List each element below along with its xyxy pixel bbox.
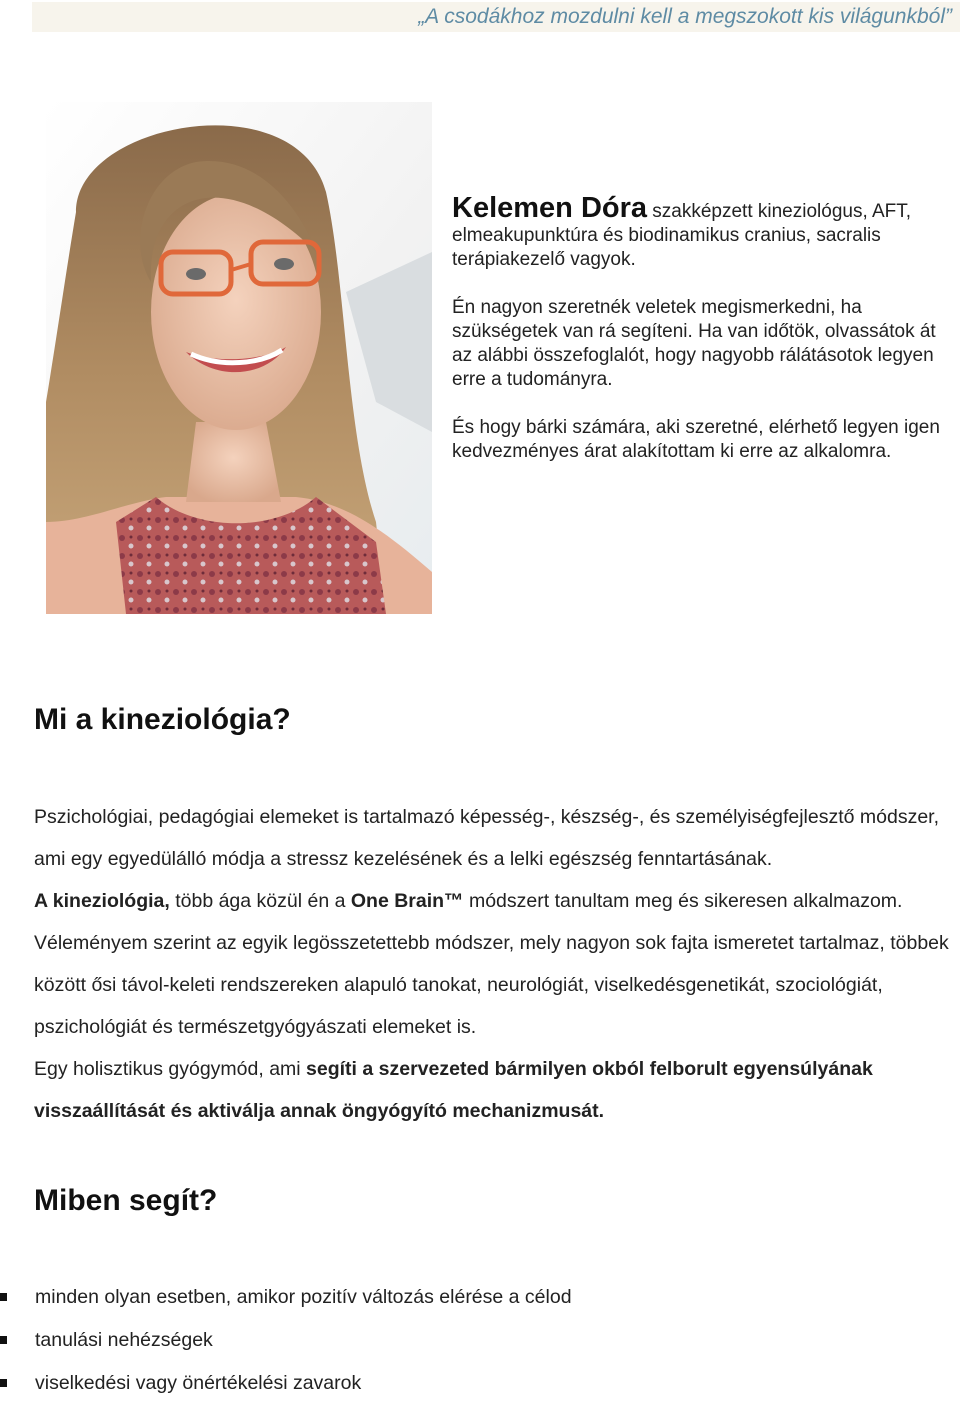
- intro-line1-rest: szakképzett kineziológus, AFT, elmeakupunktúra és biodinamikus cranius, sacralis terápiakezelő vagyok.: [452, 201, 912, 270]
- intro-paragraph-1: [452, 192, 960, 272]
- body-text-span: több ága közül én a: [169, 890, 351, 912]
- header-quote: „A csodákhoz mozdulni kell a megszokott kis világunkból”: [418, 5, 952, 28]
- list-item-text: tanulási nehézségek: [35, 1329, 213, 1351]
- list-item: [0, 1276, 960, 1319]
- bold-term-onebrain: One Brain™: [350, 890, 464, 912]
- body-text-span: Egy holisztikus gyógymód, ami: [34, 1058, 307, 1080]
- section-heading-benefits: Miben segít?: [34, 1184, 218, 1217]
- bullet-square-icon: [0, 1336, 7, 1344]
- list-item: [0, 1362, 960, 1405]
- section-heading-kinesiology: Mi a kineziológia?: [34, 703, 291, 736]
- bullet-square-icon: [0, 1379, 7, 1387]
- bullet-square-icon: [0, 1293, 7, 1301]
- list-item-text: minden olyan esetben, amikor pozitív változás elérése a célod: [35, 1286, 572, 1308]
- bold-statement: segíti a szervezeted bármilyen okból felborult egyensúlyának visszaállítását és aktiválja annak öngyógyító mechanizmusát.: [34, 1058, 873, 1122]
- intro-paragraph-3: És hogy bárki számára, aki szeretné, elérhető legyen igen kedvezményes árat alakítottam ki erre az alkalomra.: [452, 417, 940, 462]
- list-item-text: viselkedési vagy önértékelési zavarok: [35, 1372, 362, 1394]
- bold-term-kinesiology: A kineziológia,: [34, 890, 170, 912]
- body-paragraph-3: [34, 1048, 958, 1132]
- body-text-span: módszert tanultam meg és sikeresen alkalmazom. Véleményem szerint az egyik legösszetettebb módszer, mely nagyon sok fajta ismeretet tartalmaz, többek között ősi távol-keleti rendszereken alapuló tanokat, neurológiát, viselkedésgenetikát, szociológiát, pszichológiát és természetgyógyászati elemeket is.: [34, 890, 949, 1038]
- section-body-kinesiology: [34, 796, 958, 1132]
- benefits-list: [0, 1276, 960, 1405]
- person-name: Kelemen Dóra: [452, 192, 648, 224]
- body-paragraph-2: [34, 880, 958, 1048]
- body-paragraph-1: Pszichológiai, pedagógiai elemeket is tartalmazó képesség-, készség-, és személyiségfejlesztő módszer, ami egy egyedülálló módja a stressz kezelésének és a lelki egészség fenntartásának.: [34, 806, 940, 870]
- quote-header: [32, 2, 960, 32]
- intro-paragraph-2: Én nagyon szeretnék veletek megismerkedni, ha szükségetek van rá segíteni. Ha van időtök, olvassátok át az alábbi összefoglalót, hogy nagyobb rálátásotok legyen erre a tudományra.: [452, 297, 936, 390]
- intro-text: [452, 192, 960, 488]
- portrait-photo: [46, 102, 432, 614]
- list-item: [0, 1319, 960, 1362]
